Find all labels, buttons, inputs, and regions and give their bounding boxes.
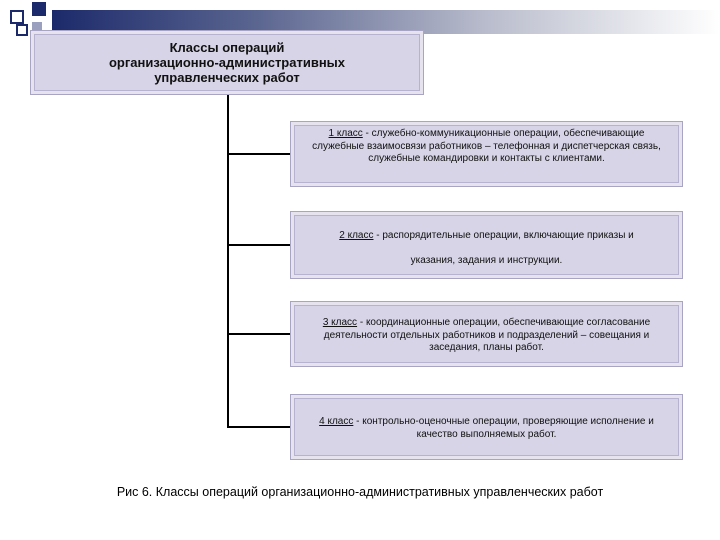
title-line-1: Классы операций <box>169 40 285 55</box>
class-box-1 <box>291 122 682 186</box>
class-2-text-line2: указания, задания и инструкции. <box>410 255 563 266</box>
class-3-label: 3 класс <box>322 317 358 328</box>
class-2-label: 2 класс <box>339 230 374 241</box>
class-4-label: 4 класс <box>319 416 354 427</box>
connector-class-2 <box>227 244 291 246</box>
connector-class-3 <box>227 333 291 335</box>
title-line-2: организационно-административных <box>108 55 346 70</box>
decor-square-outline-small <box>16 24 28 36</box>
diagram-title-box <box>31 31 423 94</box>
class-box-4 <box>291 395 682 459</box>
class-box-3 <box>291 302 682 366</box>
connector-class-1 <box>227 153 291 155</box>
class-2-text: - распорядительные операции, включающие приказы и <box>373 230 634 241</box>
connector-class-4 <box>227 426 291 428</box>
class-box-2 <box>291 212 682 278</box>
connector-vertical <box>227 94 229 428</box>
title-line-3: управленческих работ <box>154 70 300 85</box>
decor-square-filled <box>32 2 46 16</box>
class-3-text: - координационные операции, обеспечивающие согласование деятельности отдельных работников и подразделений – совещания и заседания, планы работ. <box>323 317 651 353</box>
class-4-text: - контрольно-оценочные операции, проверяющие исполнение и качество выполняемых работ. <box>353 416 654 440</box>
figure-caption: Рис 6. Классы операций организационно-административных управленческих работ <box>116 485 604 499</box>
class-1-label: 1 класс <box>328 128 363 139</box>
decor-square-outline <box>10 10 24 24</box>
class-1-text: - служебно-коммуникационные операции, обеспечивающие служебные взаимосвязи работников – телефонная и диспетчерская связь, служебные командировки и контакты с клиентами. <box>312 128 661 164</box>
